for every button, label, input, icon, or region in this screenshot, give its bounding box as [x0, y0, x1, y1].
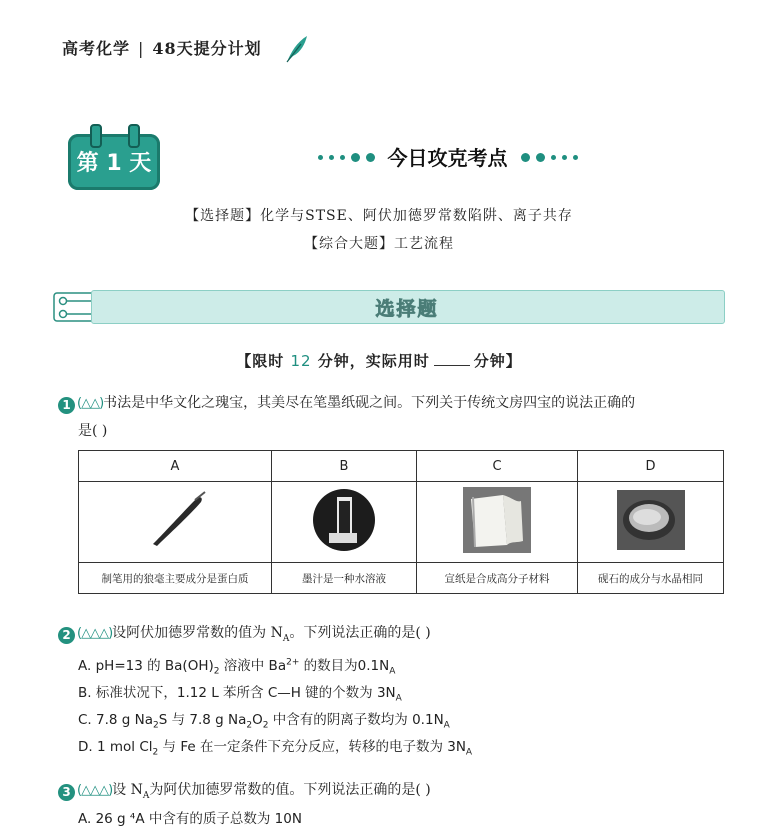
option-b-caption: 墨汁是一种水溶液: [272, 563, 417, 594]
col-d-header: D: [578, 451, 724, 482]
question-1-line2: 是( ): [78, 423, 108, 439]
running-header: [62, 36, 262, 59]
table-header-row: [79, 451, 724, 482]
time-prefix: 【限时: [236, 352, 285, 370]
col-a-header: A: [79, 451, 272, 482]
col-c-header: C: [417, 451, 578, 482]
day-badge: [68, 124, 160, 190]
question-1: [58, 390, 635, 417]
page-title: 今日攻克考点: [387, 146, 508, 170]
question-3: [58, 777, 431, 809]
question-text: 设阿伏加德罗常数的值为 N: [112, 625, 283, 641]
time-minutes: 12: [290, 352, 312, 370]
inkstone-image: [578, 482, 724, 563]
section-title: 选择题: [375, 298, 439, 320]
header-plan: 48天提分计划: [152, 39, 262, 58]
calendar-ring-left: [90, 124, 102, 148]
difficulty-icon: (△△△): [77, 626, 113, 641]
table-caption-row: [79, 563, 724, 594]
options-table: [78, 450, 724, 594]
header-separator: |: [138, 39, 145, 58]
question-text: 设 N: [112, 782, 143, 798]
feather-icon: [283, 34, 309, 64]
key-point-2: 【综合大题】工艺流程: [304, 236, 454, 252]
difficulty-icon: (△△△): [77, 783, 113, 798]
table-image-row: [79, 482, 724, 563]
brush-image: [79, 482, 272, 563]
option-c[interactable]: C. 7.8 g $Na_2S$ 与 7.8 g $Na_2O_2$ 中含有的阴离子数均为 $0.1N_A$: [78, 712, 450, 731]
question-number: 1: [58, 397, 75, 414]
time-limit: [0, 350, 758, 371]
option-a-partial[interactable]: A. 26 g ⁴A 中含有的质子总数为 10N: [78, 811, 302, 827]
title-dots-right: [518, 147, 581, 166]
option-c-caption: 宣纸是合成高分子材料: [417, 563, 578, 594]
actual-time-blank[interactable]: [434, 365, 470, 366]
option-d-caption: 砚石的成分与水晶相同: [578, 563, 724, 594]
paper-image: [417, 482, 578, 563]
title-dots-left: [315, 147, 378, 166]
section-banner: [53, 290, 725, 324]
ink-image: [272, 482, 417, 563]
question-text-after: 为阿伏加德罗常数的值。下列说法正确的是( ): [149, 782, 431, 798]
question-number: 3: [58, 784, 75, 801]
time-suffix: 分钟】: [473, 352, 522, 370]
calendar-ring-right: [128, 124, 140, 148]
difficulty-icon: (△△): [77, 396, 104, 411]
option-d[interactable]: D. 1 mol $Cl_2$ 与 Fe 在一定条件下充分反应，转移的电子数为 $3N_A$: [78, 739, 473, 758]
option-a[interactable]: A. pH=13 的 $Ba(OH)_2$ 溶液中 $Ba^{2+}$ 的数目为$0.1N_A$: [78, 657, 396, 677]
question-text: 书法是中华文化之瑰宝，其美尽在笔墨纸砚之间。下列关于传统文房四宝的说法正确的: [103, 395, 636, 411]
col-b-header: B: [272, 451, 417, 482]
question-number: 2: [58, 627, 75, 644]
question-2: [58, 620, 431, 652]
badge-label: 第 1 天: [76, 151, 152, 176]
today-title: [290, 142, 605, 171]
option-b[interactable]: B. 标准状况下，1.12 L 苯所含 C—H 键的个数为 $3N_A$: [78, 685, 402, 704]
question-text-sub: A: [282, 633, 290, 644]
time-middle: 分钟，实际用时: [317, 352, 430, 370]
question-text-sub: A: [142, 790, 150, 801]
header-series: 高考化学: [62, 39, 131, 58]
key-point-1: 【选择题】化学与STSE、阿伏加德罗常数陷阱、离子共存: [185, 208, 573, 224]
question-text-after: 。下列说法正确的是( ): [289, 625, 431, 641]
option-a-caption: 制笔用的狼毫主要成分是蛋白质: [79, 563, 272, 594]
